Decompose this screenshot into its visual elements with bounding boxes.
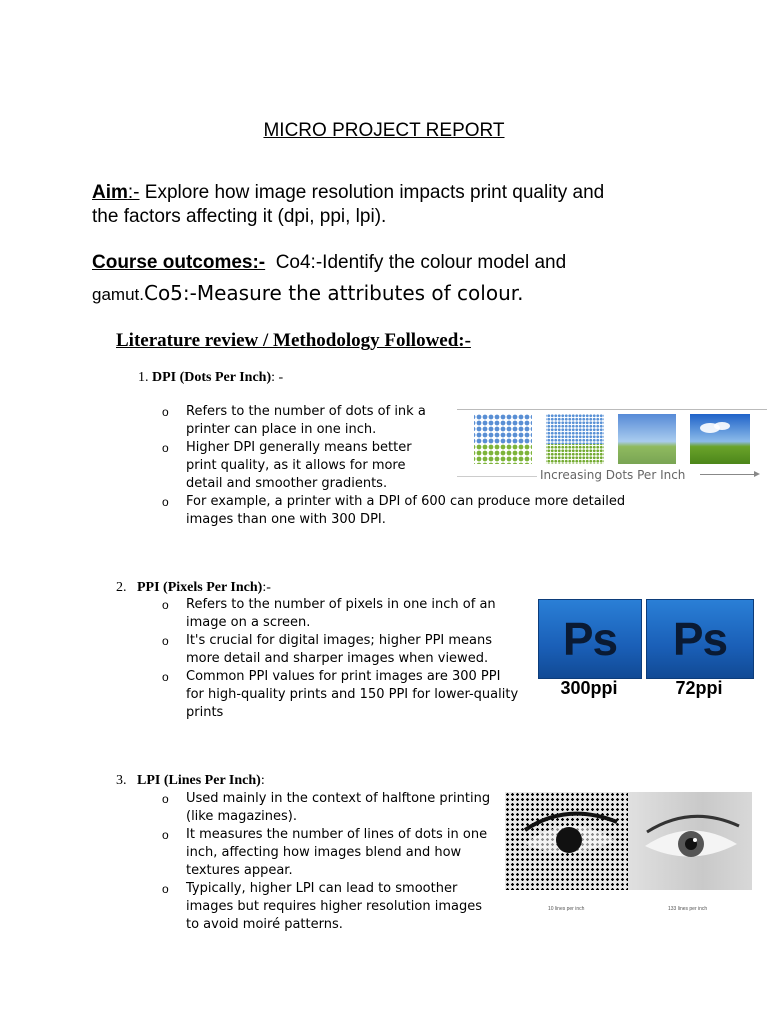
dpi-figure-top-rule [457, 409, 767, 410]
aim-separator: :- [127, 182, 140, 203]
list-item: o Refers to the number of pixels in one inch of an image on a screen. [162, 596, 522, 632]
ps-logo-72ppi: Ps [646, 599, 754, 679]
lpi-suffix: : [260, 773, 265, 788]
dpi-bullets [162, 403, 440, 493]
dpi-figure-arrow [700, 474, 758, 475]
list-item: o It's crucial for digital images; higher PPI means more detail and sharper images when viewed. [162, 632, 522, 668]
dpi-figure-image [470, 414, 760, 466]
co4-end: gamut. [92, 285, 144, 304]
ppi-label-72: 72ppi [675, 678, 723, 698]
lpi-number: 3. [116, 773, 127, 788]
list-item: o Common PPI values for print images are 300 PPI for high-quality prints and 150 PPI for lower-quality prints [162, 668, 522, 722]
literature-heading: Literature review / Methodology Followed:- [116, 330, 471, 351]
aim-text-line1: Explore how image resolution impacts print quality and [139, 182, 605, 203]
dpi-title: DPI (Dots Per Inch) [152, 370, 272, 385]
course-outcomes-label: Course outcomes:- [92, 252, 266, 273]
lpi-caption-right: 133 lines per inch [668, 906, 708, 912]
list-item: o For example, a printer with a DPI of 600 can produce more detailed images than one with 300 DPI. [162, 493, 672, 529]
dpi-heading [138, 370, 283, 386]
ppi-bullets [162, 596, 522, 722]
dpi-figure-caption: Increasing Dots Per Inch [540, 468, 686, 482]
lpi-title: LPI (Lines Per Inch) [137, 773, 261, 788]
list-item: o It measures the number of lines of dots in one inch, affecting how images blend and how textures appear. [162, 826, 492, 880]
aim-paragraph [92, 181, 712, 229]
dpi-suffix: : - [271, 370, 284, 385]
list-item: o Typically, higher LPI can lead to smoother images but requires higher resolution images to avoid moiré patterns. [162, 880, 492, 934]
ppi-label-300: 300ppi [560, 678, 618, 698]
ppi-suffix: :- [262, 580, 271, 595]
ppi-heading [116, 580, 271, 596]
lpi-bullets [162, 790, 492, 934]
course-outcomes [92, 251, 732, 307]
list-item: o Refers to the number of dots of ink a printer can place in one inch. [162, 403, 440, 439]
ps-logo-300ppi: Ps [538, 599, 642, 679]
list-item: o Higher DPI generally means better print quality, as it allows for more detail and smoother gradients. [162, 439, 440, 493]
eye-icon [505, 792, 752, 890]
ppi-title: PPI (Pixels Per Inch) [137, 580, 263, 595]
list-item: o Used mainly in the context of halftone printing (like magazines). [162, 790, 492, 826]
lpi-caption-left: 10 lines per inch [548, 906, 585, 912]
aim-text-line2: the factors affecting it (dpi, ppi, lpi). [92, 206, 387, 227]
ppi-number: 2. [116, 580, 127, 595]
dpi-bullets-wide [162, 493, 672, 529]
co5-text: Co5:-Measure the attributes of colour. [143, 281, 524, 305]
co4-text: Co4:-Identify the colour model and [275, 252, 567, 273]
aim-label: Aim [92, 182, 128, 203]
dpi-number: 1. [138, 370, 149, 385]
dpi-figure-base-rule [457, 476, 537, 477]
report-title: MICRO PROJECT REPORT [263, 120, 505, 141]
lpi-heading [116, 773, 265, 789]
